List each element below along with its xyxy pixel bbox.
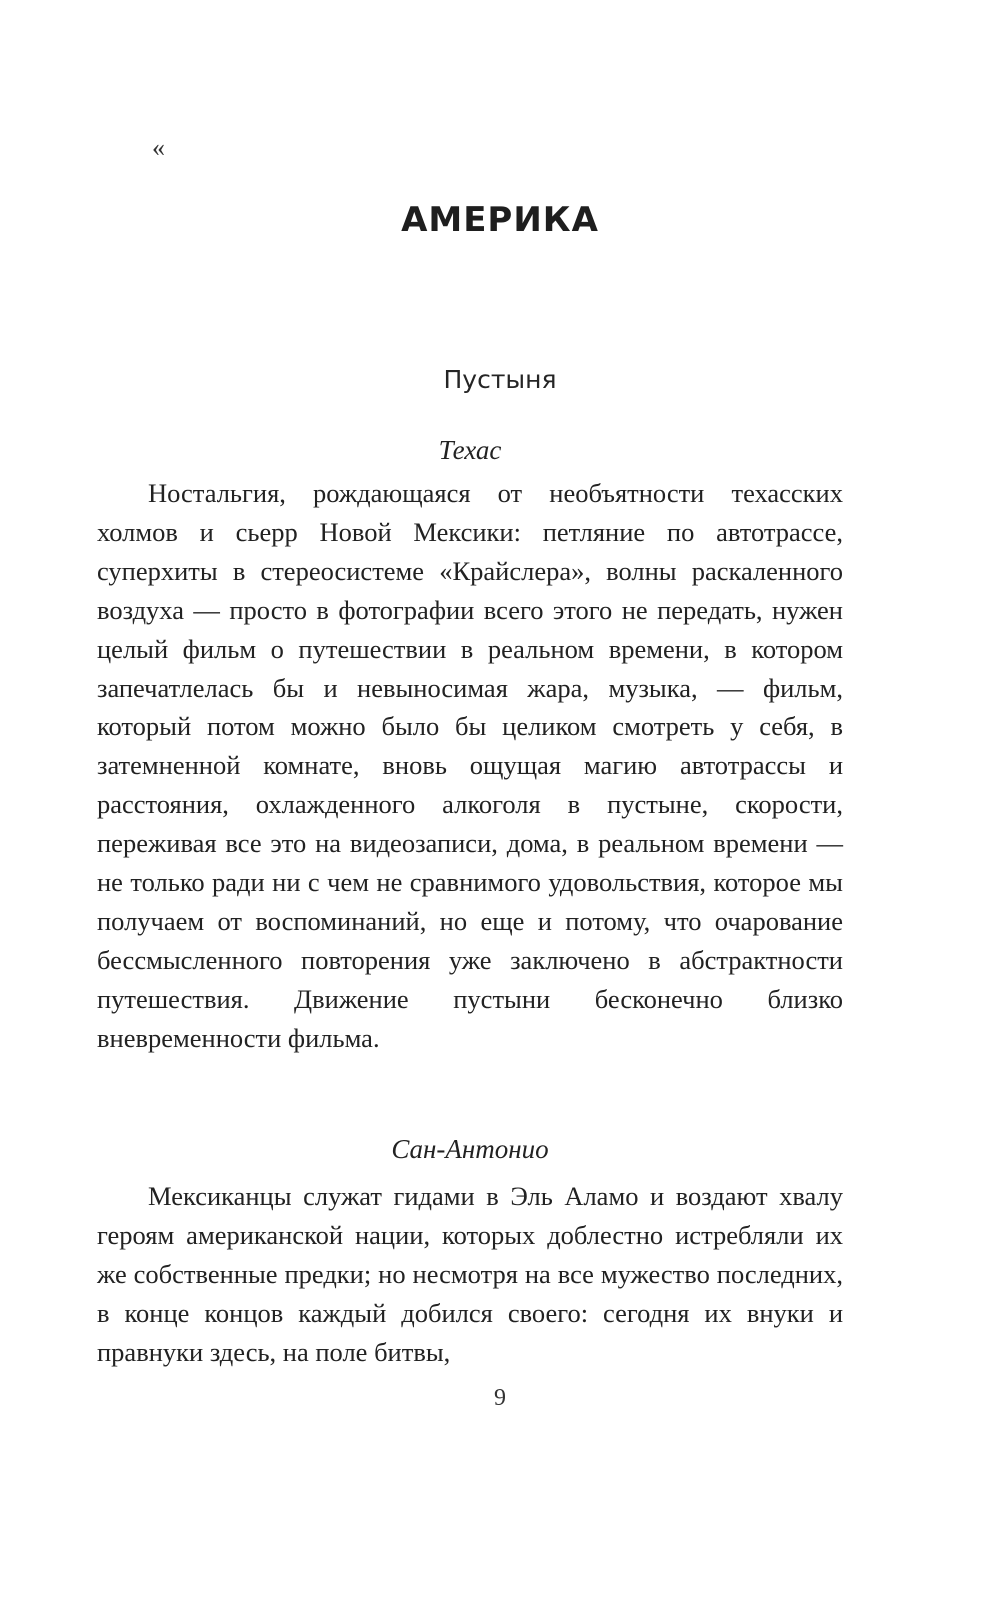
page-number: 9 [494,1385,506,1411]
paragraph-texas: Ностальгия, рождающаяся от необъятности техасских холмов и сьерр Новой Мексики: петляние по автотрассе, суперхиты в стереосистеме «Крайслера», волны раскаленного воздуха — просто в фотографии всего этого не передать, нужен целый фильм о путешествии в реальном времени, в котором запечатлелась бы и невыносимая жара, музыка, — фильм, который потом можно было бы целиком смотреть у себя, в затемненной комнате, вновь ощущая магию автотрассы и расстояния, охлажденного алкоголя в пустыне, скорости, переживая все это на видеозаписи, дома, в реальном времени — не только ради ни с чем не сравнимого удовольствия, которое мы получаем от воспоминаний, но еще и потому, что очарование бессмысленного повторения уже заключено в абстрактности путешествия. Движение пустыни бесконечно близко вневременности фильма. [97,478,843,1053]
quote-mark: « [152,133,165,162]
subsection-title-san-antonio: Сан-Антонио [391,1134,549,1164]
paragraph-san-antonio: Мексиканцы служат гидами в Эль Аламо и воздают хвалу героям американской нации, которых доблестно истребляли их же собственные предки; но несмотря на все мужество последних, в конце концов каждый добился своего: сегодня их внуки и правнуки здесь, на поле битвы, [97,1181,843,1367]
chapter-title: АМЕРИКА [401,200,599,240]
subsection-texas [97,430,843,1058]
section-title: Пустыня [443,365,557,394]
subsection-san-antonio [97,1129,843,1372]
subsection-title-texas: Техас [438,435,502,465]
